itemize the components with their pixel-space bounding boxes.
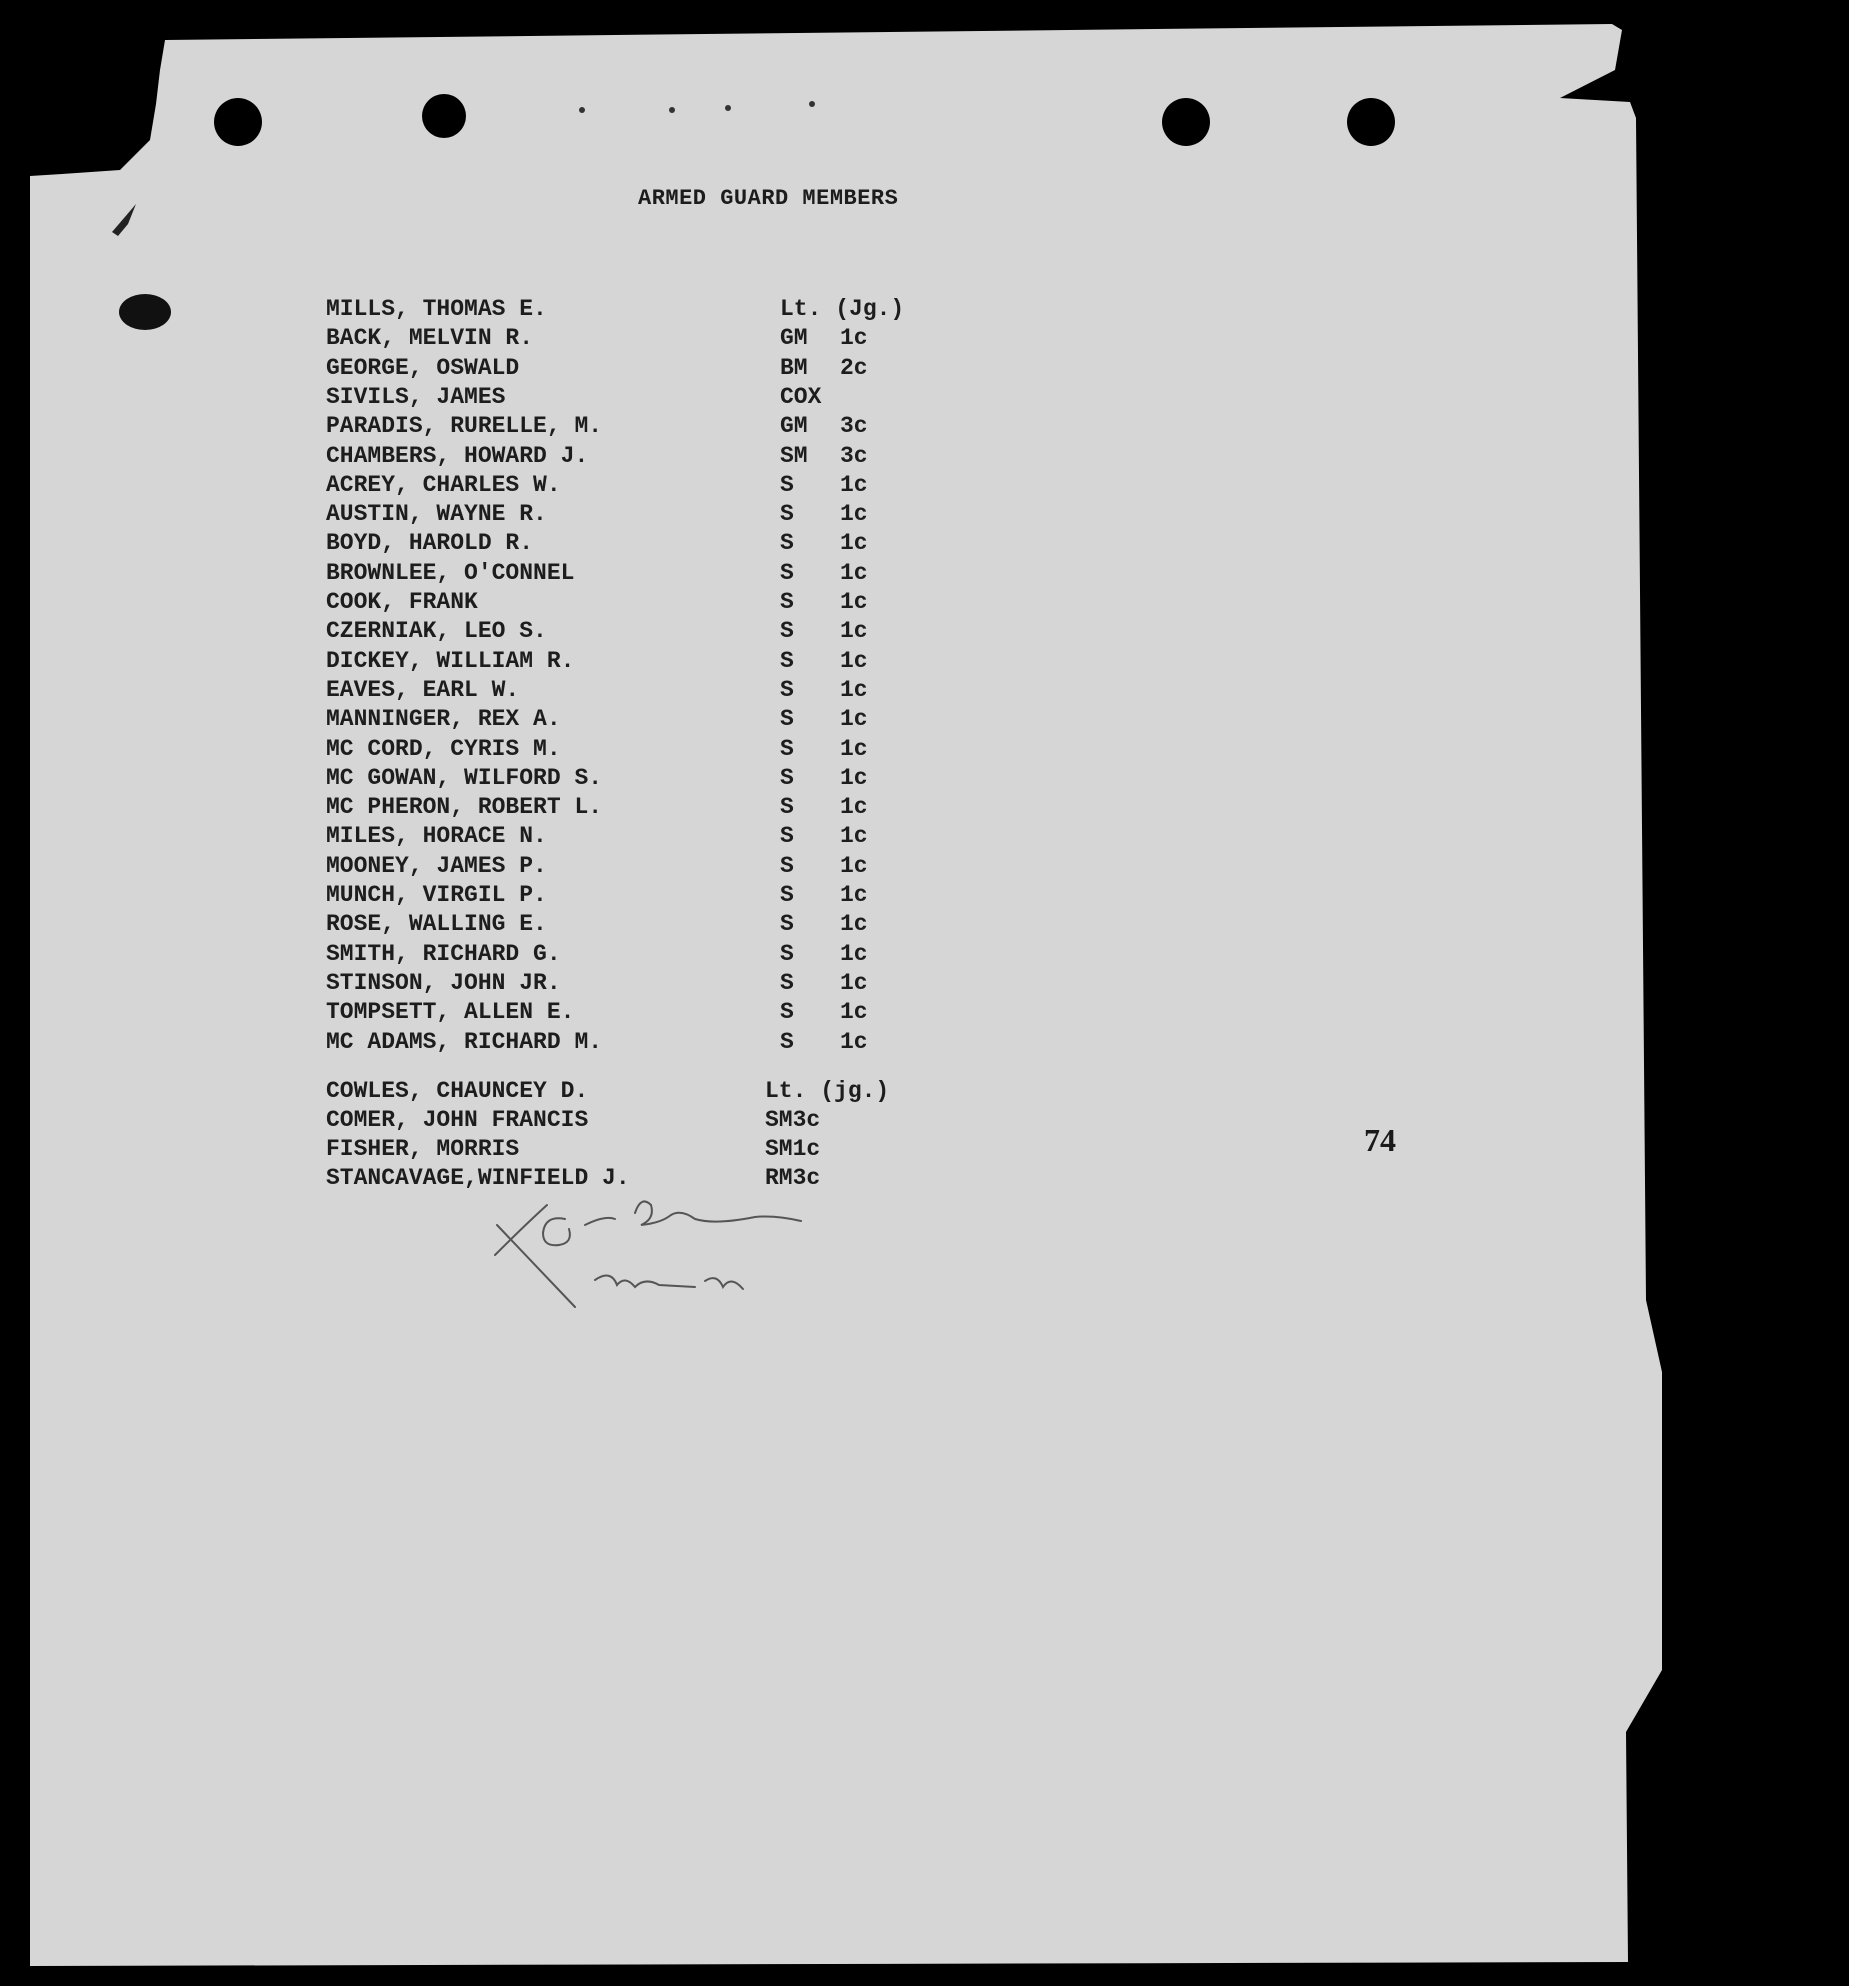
member-name: MANNINGER, REX A. xyxy=(326,706,561,733)
member-rank: S xyxy=(780,852,794,879)
member-name: BACK, MELVIN R. xyxy=(326,325,534,352)
ink-blot xyxy=(119,294,171,330)
speck xyxy=(579,107,585,113)
member-rank: S xyxy=(780,823,794,850)
member-rate: 1c xyxy=(840,706,868,733)
member-rank: Lt. (jg.) xyxy=(765,1078,890,1104)
member-rank: S xyxy=(780,647,794,674)
member-rank: Lt. (Jg.) xyxy=(780,296,905,322)
punch-hole xyxy=(422,94,466,138)
speck xyxy=(669,107,675,113)
member-name: PARADIS, RURELLE, M. xyxy=(326,413,603,440)
member-rate: 1c xyxy=(840,882,868,908)
member-name: MC CORD, CYRIS M. xyxy=(326,735,561,762)
member-rate: 1c xyxy=(840,911,868,938)
punch-hole xyxy=(1347,98,1395,146)
member-rate: 2c xyxy=(840,354,868,381)
member-rank: S xyxy=(780,706,794,733)
punch-hole xyxy=(1162,98,1210,146)
member-rank: S xyxy=(780,1028,794,1055)
member-name: DICKEY, WILLIAM R. xyxy=(326,647,575,674)
member-rate: 1c xyxy=(840,794,868,821)
member-name: COOK, FRANK xyxy=(326,589,478,615)
member-rank: S xyxy=(780,794,794,821)
member-rate: 1c xyxy=(840,647,868,674)
member-rank: GM xyxy=(780,325,808,352)
member-rank: S xyxy=(780,735,794,762)
member-rank: S xyxy=(780,764,794,791)
member-rank: SM3c xyxy=(765,1107,821,1133)
member-rank: S xyxy=(780,618,794,645)
member-rank: BM xyxy=(780,354,808,381)
member-rank: S xyxy=(780,940,794,967)
member-rate: 1c xyxy=(840,823,868,850)
member-rate: 1c xyxy=(840,559,868,586)
member-rank: S xyxy=(780,999,794,1026)
member-rate: 1c xyxy=(840,471,868,498)
member-name: SMITH, RICHARD G. xyxy=(326,940,561,967)
member-rank: S xyxy=(780,471,794,498)
member-rank: GM xyxy=(780,413,808,440)
member-name: CHAMBERS, HOWARD J. xyxy=(326,442,589,469)
member-rate: 1c xyxy=(840,969,868,996)
member-name: MUNCH, VIRGIL P. xyxy=(326,882,547,908)
member-rank: S xyxy=(780,530,794,557)
member-name: MILES, HORACE N. xyxy=(326,823,547,850)
member-rate: 1c xyxy=(840,1028,868,1055)
member-name: FISHER, MORRIS xyxy=(326,1136,520,1162)
member-rate: 1c xyxy=(840,325,868,352)
member-name: AUSTIN, WAYNE R. xyxy=(326,501,547,528)
member-name: MC ADAMS, RICHARD M. xyxy=(326,1028,603,1055)
document-title: ARMED GUARD MEMBERS xyxy=(638,186,899,211)
member-name: MOONEY, JAMES P. xyxy=(326,852,547,879)
member-name: COWLES, CHAUNCEY D. xyxy=(326,1078,589,1104)
member-name: MC PHERON, ROBERT L. xyxy=(326,794,603,821)
member-name: ROSE, WALLING E. xyxy=(326,911,547,938)
member-rate: 1c xyxy=(840,735,868,762)
page-number: 74 xyxy=(1364,1122,1396,1158)
member-name: TOMPSETT, ALLEN E. xyxy=(326,999,575,1026)
member-rate: 1c xyxy=(840,589,868,615)
member-name: CZERNIAK, LEO S. xyxy=(326,618,547,645)
member-name: GEORGE, OSWALD xyxy=(326,354,520,381)
member-rank: S xyxy=(780,911,794,938)
member-rank: S xyxy=(780,676,794,703)
member-name: STINSON, JOHN JR. xyxy=(326,969,561,996)
member-rate: 1c xyxy=(840,618,868,645)
member-rate: 3c xyxy=(840,442,868,469)
member-name: ACREY, CHARLES W. xyxy=(326,471,561,498)
member-name: EAVES, EARL W. xyxy=(326,676,520,703)
member-name: SIVILS, JAMES xyxy=(326,383,506,410)
member-rank: SM1c xyxy=(765,1136,821,1162)
speck xyxy=(725,105,731,111)
member-rate: 1c xyxy=(840,940,868,967)
member-rank: S xyxy=(780,969,794,996)
member-rank: RM3c xyxy=(765,1165,821,1191)
member-rate: 1c xyxy=(840,764,868,791)
member-name: MILLS, THOMAS E. xyxy=(326,296,547,322)
speck xyxy=(809,101,815,107)
member-name: STANCAVAGE,WINFIELD J. xyxy=(326,1165,630,1191)
punch-hole xyxy=(214,98,262,146)
member-name: COMER, JOHN FRANCIS xyxy=(326,1107,589,1133)
member-rate: 1c xyxy=(840,999,868,1026)
member-name: MC GOWAN, WILFORD S. xyxy=(326,764,603,791)
member-rank: S xyxy=(780,589,794,615)
member-name: BROWNLEE, O'CONNEL xyxy=(326,559,575,586)
member-rank: S xyxy=(780,501,794,528)
member-name: BOYD, HAROLD R. xyxy=(326,530,534,557)
member-rate: 1c xyxy=(840,852,868,879)
member-rank: S xyxy=(780,882,794,908)
member-rank: SM xyxy=(780,442,808,469)
member-rank: COX xyxy=(780,383,822,410)
member-rate: 1c xyxy=(840,530,868,557)
member-rate: 1c xyxy=(840,676,868,703)
member-rate: 3c xyxy=(840,413,868,440)
member-rank: S xyxy=(780,559,794,586)
handwritten-signature xyxy=(485,1185,825,1315)
member-rate: 1c xyxy=(840,501,868,528)
